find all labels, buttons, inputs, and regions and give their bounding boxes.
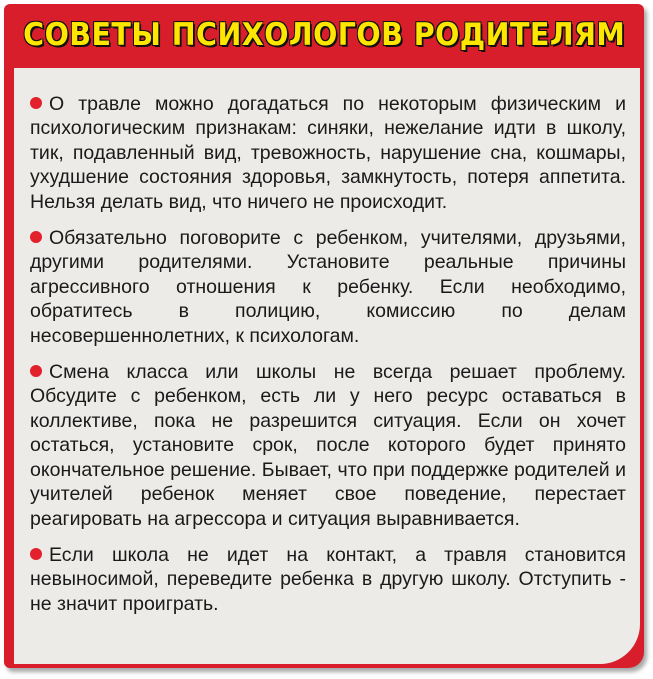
bullet-dot-icon [30, 97, 42, 109]
tips-list [14, 68, 640, 616]
tip-item [30, 226, 626, 348]
tip-text: Смена класса или школы не всегда решает проблему. Обсудите с ребенком, есть ли у него ресурс оставаться в коллективе, пока не разрешится ситуация. Если он хочет остаться, установите срок, после которого будет принято окончательное решение. Бывает, что при поддержке родителей и учителей ребенок меняет свое поведение, перестает реагировать на агрессора и ситуация выравнивается. [30, 361, 626, 530]
tip-text: Обязательно поговорите с ребенком, учителями, друзьями, другими родителями. Установите реальные причины агрессивного отношения к ребенку. Если необходимо, обратитесь в полицию, комиссию по делам несовершеннолетних, к психологам. [30, 227, 626, 347]
tips-panel [14, 68, 640, 664]
tip-item [30, 360, 626, 531]
tip-item [30, 92, 626, 214]
tip-text: О травле можно догадаться по некоторым физическим и психологическим признакам: синяки, нежелание идти в школу, тик, подавленный вид, тревожность, нарушение сна, кошмары, ухудшение состояния здоровья, замкнутость, потеря аппетита. Нельзя делать вид, что ничего не происходит. [30, 93, 626, 213]
card-header [4, 4, 644, 66]
tip-item [30, 543, 626, 616]
bullet-dot-icon [30, 365, 42, 377]
bullet-dot-icon [30, 548, 42, 560]
tip-text: Если школа не идет на контакт, а травля становится невыносимой, переведите ребенка в другую школу. Отступить - не значит проиграть. [30, 543, 626, 615]
card-title: СОВЕТЫ ПСИХОЛОГОВ РОДИТЕЛЯМ [22, 17, 626, 53]
advice-card [4, 4, 644, 668]
bullet-dot-icon [30, 231, 42, 243]
